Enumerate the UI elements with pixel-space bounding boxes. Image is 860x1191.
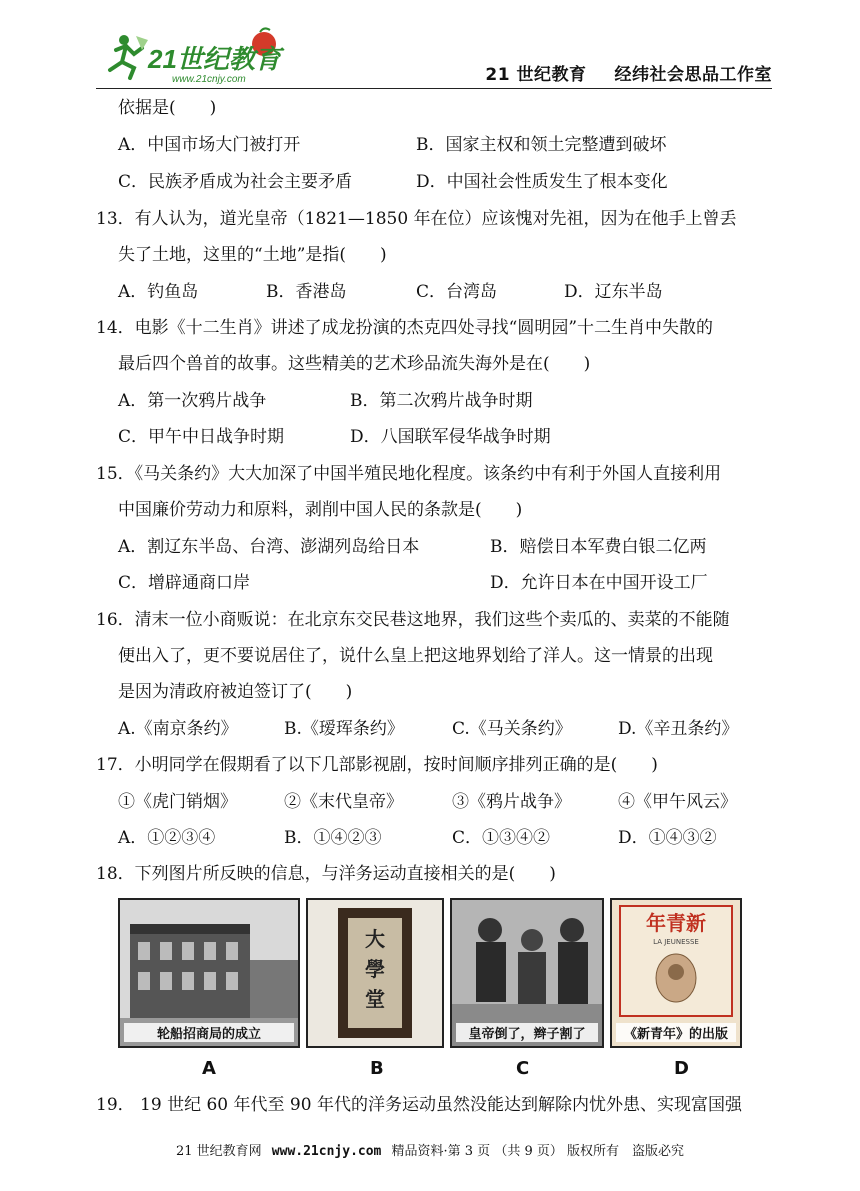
footer-url[interactable]: www.21cnjy.com: [271, 1144, 382, 1159]
q14-option-b: B．第二次鸦片战争时期: [350, 391, 533, 411]
q14-stem: 14．电影《十二生肖》讲述了成龙扮演的杰克四处寻找“圆明园”十二生肖中失散的: [96, 318, 714, 338]
q14-option-c: C．甲午中日战争时期: [118, 427, 285, 447]
figure-a-label: A: [202, 1058, 216, 1079]
q18-stem: 18．下列图片所反映的信息，与洋务运动直接相关的是( ): [96, 864, 556, 884]
q15-stem-cont: 中国廉价劳动力和原料，剥削中国人民的条款是( ): [118, 500, 523, 520]
logo-text: 21世纪教育: [148, 44, 281, 74]
q13-stem-cont: 失了土地，这里的“土地”是指( ): [118, 245, 387, 265]
logo-url: www.21cnjy.com: [172, 74, 246, 85]
header-brand: 21 世纪教育: [485, 65, 587, 85]
figure-c: [450, 898, 604, 1056]
figure-c-photo: [450, 898, 604, 1048]
figure-c-caption: 皇帝倒了，辫子割了: [456, 1023, 598, 1042]
figure-b: [306, 898, 444, 1056]
page-header: [96, 18, 772, 92]
q12-stem-cont: 依据是( ): [118, 98, 217, 118]
q16-option-a: A.《南京条约》: [118, 719, 238, 739]
q17-item-3: ③《鸦片战争》: [452, 792, 571, 812]
figure-d-photo: [610, 898, 742, 1048]
header-titles: [485, 60, 772, 85]
q15-option-c: C．增辟通商口岸: [118, 573, 251, 593]
header-rule: [96, 88, 772, 89]
footer-rights: 版权所有 盗版必究: [567, 1144, 685, 1159]
figure-c-label: C: [516, 1058, 530, 1079]
q15-option-d: D．允许日本在中国开设工厂: [490, 573, 708, 593]
svg-text:大: 大: [365, 927, 385, 951]
q16-option-d: D.《辛丑条约》: [618, 719, 739, 739]
q17-item-1: ①《虎门销烟》: [118, 792, 237, 812]
figure-b-photo: [306, 898, 444, 1048]
q12-option-d: D．中国社会性质发生了根本变化: [416, 172, 668, 192]
q16-option-b: B.《瑷珲条约》: [284, 719, 404, 739]
q16-option-c: C.《马关条约》: [452, 719, 572, 739]
figure-d-caption: 《新青年》的出版: [616, 1023, 736, 1042]
q13-stem: 13．有人认为，道光皇帝（1821—1850 年在位）应该愧对先祖，因为在他手上曾丢: [96, 209, 737, 229]
plaque-photo-icon: [308, 900, 442, 1046]
q13-option-a: A．钓鱼岛: [118, 282, 199, 302]
q18-figures: [118, 898, 742, 1056]
svg-text:堂: 堂: [365, 987, 385, 1011]
q16-stem-cont1: 便出入了，更不要说居住了，说什么皇上把这地界划给了洋人。这一情景的出现: [118, 646, 713, 666]
q14-option-d: D．八国联军侵华战争时期: [350, 427, 551, 447]
q17-item-2: ②《末代皇帝》: [284, 792, 403, 812]
q16-stem-cont2: 是因为清政府被迫签订了( ): [118, 682, 353, 702]
footer-site: 21 世纪教育网: [175, 1144, 262, 1159]
q13-option-d: D．辽东半岛: [564, 282, 663, 302]
q13-option-b: B．香港岛: [266, 282, 347, 302]
figure-a: [118, 898, 300, 1056]
header-studio: 经纬社会思品工作室: [614, 65, 772, 85]
q14-option-a: A．第一次鸦片战争: [118, 391, 267, 411]
cover-title: 年青新: [646, 911, 706, 935]
q17-option-b: B．①④②③: [284, 828, 382, 848]
q15-option-a: A．割辽东半岛、台湾、澎湖列岛给日本: [118, 537, 420, 557]
q12-option-c: C．民族矛盾成为社会主要矛盾: [118, 172, 353, 192]
figure-a-photo: [118, 898, 300, 1048]
q14-stem-cont: 最后四个兽首的故事。这些精美的艺术珍品流失海外是在( ): [118, 354, 591, 374]
q17-option-d: D．①④③②: [618, 828, 717, 848]
figure-d-label: D: [674, 1058, 689, 1079]
q12-option-b: B．国家主权和领土完整遭到破坏: [416, 135, 667, 155]
cover-subtitle: LA JEUNESSE: [653, 938, 699, 946]
q15-stem: 15．《马关条约》大大加深了中国半殖民地化程度。该条约中有利于外国人直接利用: [96, 464, 722, 484]
figure-d: [610, 898, 742, 1056]
figure-a-caption: 轮船招商局的成立: [124, 1023, 294, 1042]
q15-option-b: B．赔偿日本军费白银二亿两: [490, 537, 707, 557]
q13-option-c: C．台湾岛: [416, 282, 498, 302]
q17-item-4: ④《甲午风云》: [618, 792, 737, 812]
page-footer: [0, 1140, 860, 1159]
q17-option-c: C．①③④②: [452, 828, 551, 848]
svg-text:學: 學: [365, 957, 385, 981]
figure-b-label: B: [370, 1058, 384, 1079]
q19-stem: 19． 19 世纪 60 年代至 90 年代的洋务运动虽然没能达到解除内忧外患、实现富国强: [96, 1095, 742, 1115]
q17-stem: 17．小明同学在假期看了以下几部影视剧，按时间顺序排列正确的是( ): [96, 755, 658, 775]
footer-page-info: 精品资料·第 3 页 （共 9 页）: [391, 1144, 563, 1159]
q12-option-a: A．中国市场大门被打开: [118, 135, 301, 155]
q17-option-a: A．①②③④: [118, 828, 216, 848]
q16-stem: 16．清末一位小商贩说：在北京东交民巷这地界，我们这些个卖瓜的、卖菜的不能随: [96, 610, 730, 630]
21cnjy-logo: [96, 18, 296, 88]
